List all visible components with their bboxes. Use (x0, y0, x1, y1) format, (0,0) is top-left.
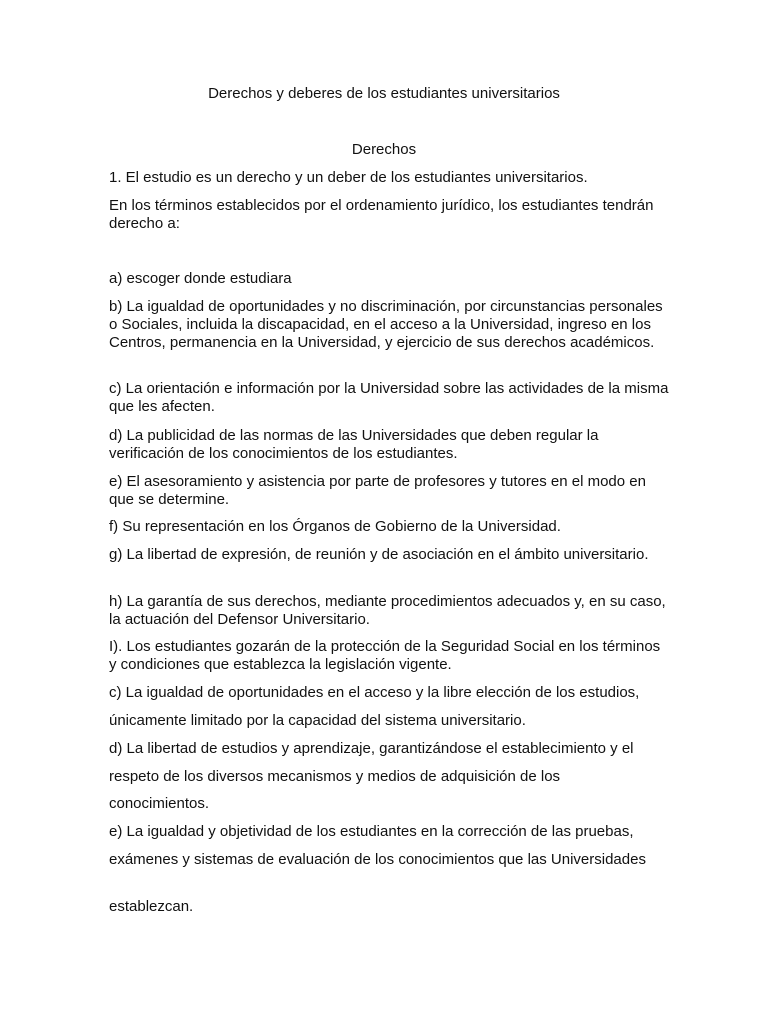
paragraph-13: únicamente limitado por la capacidad del sistema universitario. (109, 712, 526, 729)
paragraph-15: respeto de los diversos mecanismos y medios de adquisición de los (109, 768, 561, 785)
paragraph-3: a) escoger donde estudiara (109, 270, 292, 287)
paragraph-2: En los términos establecidos por el ordenamiento jurídico, los estudiantes tendrán derecho a: (109, 197, 654, 232)
paragraph-11: I). Los estudiantes gozarán de la protección de la Seguridad Social en los términos y condiciones que establezca la legislación vigente. (109, 638, 661, 673)
paragraph-19: establezcan. (109, 898, 194, 915)
paragraph-5: c) La orientación e información por la Universidad sobre las actividades de la misma que les afecten. (109, 380, 669, 415)
paragraph-12: c) La igualdad de oportunidades en el acceso y la libre elección de los estudios, (109, 684, 640, 701)
document-title: Derechos y deberes de los estudiantes universitarios (208, 85, 560, 102)
paragraph-10: h) La garantía de sus derechos, mediante procedimientos adecuados y, en su caso, la actuación del Defensor Universitario. (109, 593, 666, 628)
paragraph-16: conocimientos. (109, 795, 210, 812)
paragraph-9: g) La libertad de expresión, de reunión y de asociación en el ámbito universitario. (109, 546, 649, 563)
paragraph-7: e) El asesoramiento y asistencia por parte de profesores y tutores en el modo en que se determine. (109, 473, 646, 508)
paragraph-6: d) La publicidad de las normas de las Universidades que deben regular la verificación de los conocimientos de los estudiantes. (109, 427, 599, 462)
paragraph-8: f) Su representación en los Órganos de Gobierno de la Universidad. (109, 518, 561, 535)
paragraph-4: b) La igualdad de oportunidades y no discriminación, por circunstancias personales o Sociales, incluida la discapacidad, en el acceso a la Universidad, ingreso en los Centros, permanencia en la Universidad, y ejercicio de sus derechos académicos. (109, 298, 663, 351)
paragraph-14: d) La libertad de estudios y aprendizaje, garantizándose el establecimiento y el (109, 740, 634, 757)
paragraph-17: e) La igualdad y objetividad de los estudiantes en la corrección de las pruebas, (109, 823, 634, 840)
section-heading: Derechos (351, 141, 417, 158)
paragraph-18: exámenes y sistemas de evaluación de los conocimientos que las Universidades (109, 851, 646, 868)
paragraph-1: 1. El estudio es un derecho y un deber de los estudiantes universitarios. (109, 169, 588, 186)
